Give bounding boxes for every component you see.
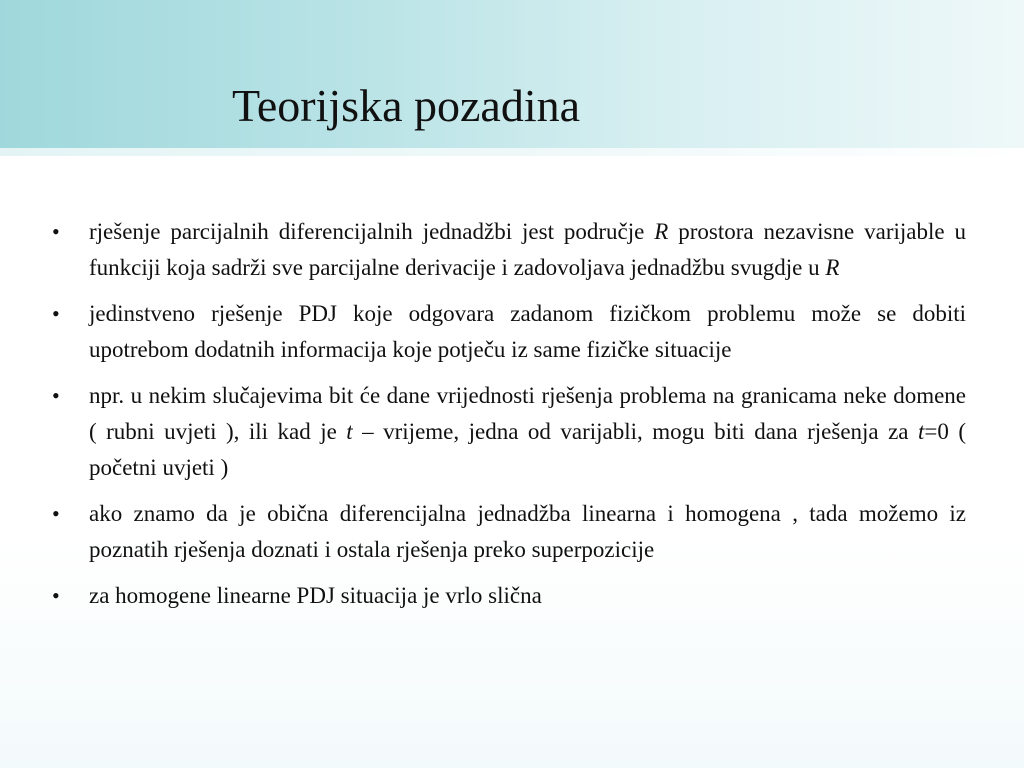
bullet-item bbox=[52, 496, 966, 568]
bullet-item bbox=[52, 378, 966, 486]
bullet-item bbox=[52, 578, 966, 614]
bullet-dot-icon: • bbox=[52, 383, 60, 408]
bullet-text: jedinstveno rješenje PDJ koje odgovara zadanom fizičkom problemu može se dobiti upotrebom dodatnih informacija koje potječu iz same fizičke situacije bbox=[89, 301, 966, 362]
bullet-text: npr. u nekim slučajevima bit će dane vrijednosti rješenja problema na granicama neke domene ( rubni uvjeti ), ili kad je bbox=[89, 383, 966, 444]
bullet-text: prostora nezavisne varijable u funkciji koja sadrži sve parcijalne derivacije i zadovoljava jednadžbu svugdje u bbox=[89, 219, 967, 280]
bullet-list bbox=[52, 214, 966, 624]
bullet-text: =0 ( početni uvjeti ) bbox=[89, 419, 966, 480]
bullet-text-italic: t bbox=[918, 419, 925, 444]
header-band-lower bbox=[0, 148, 1024, 156]
bullet-dot-icon: • bbox=[52, 301, 60, 326]
bullet-dot-icon: • bbox=[52, 583, 60, 608]
slide-title: Teorijska pozadina bbox=[232, 80, 581, 131]
bullet-item bbox=[52, 296, 966, 368]
bullet-text-italic: t bbox=[346, 419, 353, 444]
bullet-dot-icon: • bbox=[52, 501, 60, 526]
bullet-text: ako znamo da je obična diferencijalna jednadžba linearna i homogena , tada možemo iz poznatih rješenja doznati i ostala rješenja preko superpozicije bbox=[89, 501, 966, 562]
bullet-text: rješenje parcijalnih diferencijalnih jednadžbi jest područje bbox=[89, 219, 655, 244]
bullet-dot-icon: • bbox=[52, 219, 60, 244]
bullet-item bbox=[52, 214, 966, 286]
bullet-text-italic: R bbox=[654, 219, 669, 244]
bullet-text: – vrijeme, jedna od varijabli, mogu biti dana rješenja za bbox=[352, 419, 918, 444]
bullet-text: za homogene linearne PDJ situacija je vrlo slična bbox=[89, 583, 542, 608]
bullet-text-italic: R bbox=[825, 255, 840, 280]
